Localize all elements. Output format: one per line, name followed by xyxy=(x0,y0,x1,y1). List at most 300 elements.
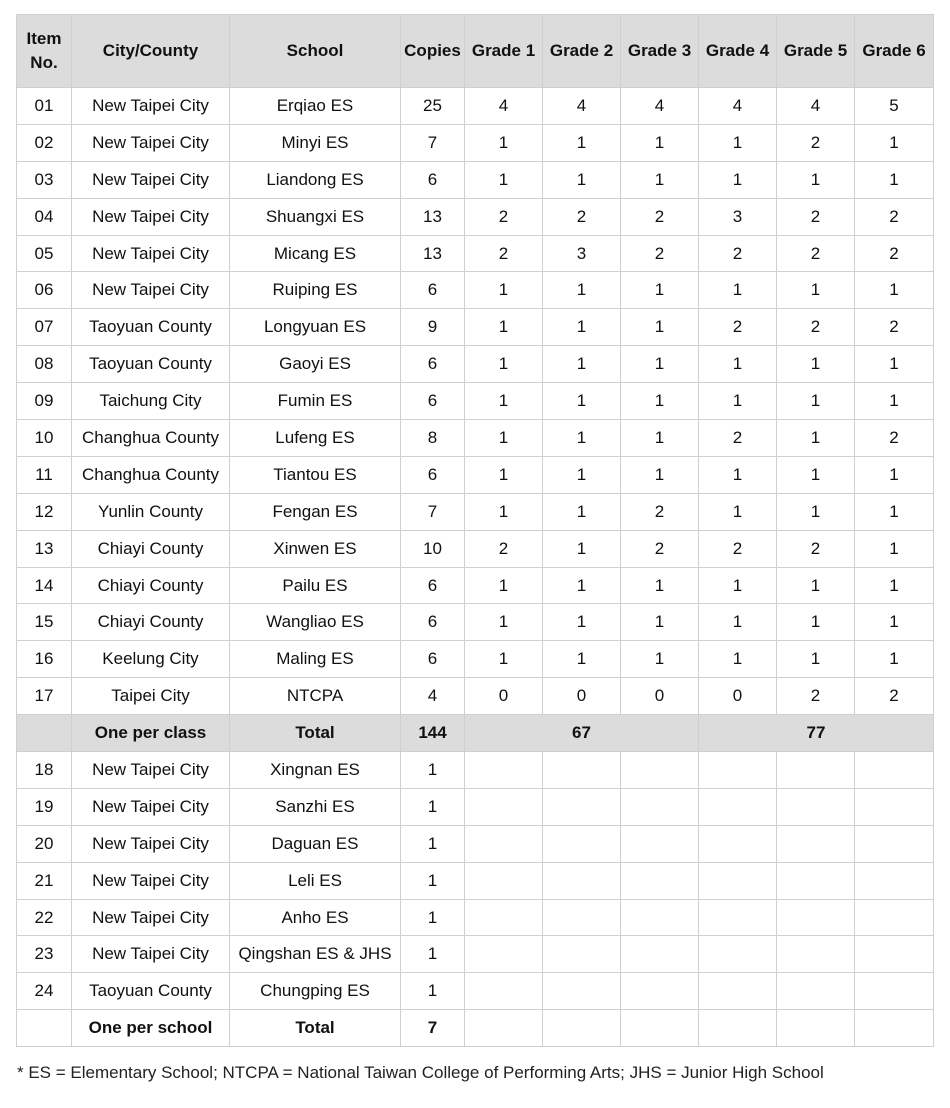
grade-3-cell: 1 xyxy=(621,383,699,420)
item-no-cell: 19 xyxy=(17,788,72,825)
grade-cell-empty xyxy=(699,862,777,899)
header-school: School xyxy=(230,15,401,88)
grade-5-cell: 1 xyxy=(777,456,855,493)
grade-1-cell: 1 xyxy=(465,420,543,457)
copies-cell: 6 xyxy=(401,641,465,678)
school-cell: Xingnan ES xyxy=(230,752,401,789)
grades-4-6-total: 77 xyxy=(699,715,934,752)
grade-cell-empty xyxy=(699,788,777,825)
grade-cell-empty xyxy=(621,862,699,899)
table-row xyxy=(17,567,934,604)
grade-cell-empty xyxy=(699,899,777,936)
school-cell: Maling ES xyxy=(230,641,401,678)
grade-5-cell: 1 xyxy=(777,493,855,530)
grade-cell-empty xyxy=(777,862,855,899)
per-class-total-copies: 144 xyxy=(401,715,465,752)
city-cell: New Taipei City xyxy=(72,88,230,125)
table-row xyxy=(17,825,934,862)
grade-cell-empty xyxy=(777,788,855,825)
grade-4-cell: 2 xyxy=(699,309,777,346)
city-cell: New Taipei City xyxy=(72,161,230,198)
grade-cell-empty xyxy=(699,973,777,1010)
table-row xyxy=(17,752,934,789)
grade-1-cell: 1 xyxy=(465,493,543,530)
table-row xyxy=(17,641,934,678)
item-no-cell: 02 xyxy=(17,124,72,161)
copies-cell: 13 xyxy=(401,235,465,272)
item-no-cell: 15 xyxy=(17,604,72,641)
grade-1-cell: 1 xyxy=(465,309,543,346)
table-row xyxy=(17,124,934,161)
item-no-cell: 03 xyxy=(17,161,72,198)
grade-cell-empty xyxy=(543,825,621,862)
grade-cell-empty xyxy=(777,899,855,936)
grade-4-cell: 1 xyxy=(699,346,777,383)
grade-6-cell: 2 xyxy=(855,420,934,457)
grade-cell-empty xyxy=(855,825,934,862)
school-cell: Micang ES xyxy=(230,235,401,272)
item-no-cell: 21 xyxy=(17,862,72,899)
grade-4-cell: 1 xyxy=(699,641,777,678)
grade-3-cell: 2 xyxy=(621,530,699,567)
city-cell: New Taipei City xyxy=(72,272,230,309)
grade-6-cell: 2 xyxy=(855,309,934,346)
item-no-cell: 24 xyxy=(17,973,72,1010)
grade-cell-empty xyxy=(621,752,699,789)
table-row xyxy=(17,309,934,346)
grade-2-cell: 4 xyxy=(543,88,621,125)
grade-cell-empty xyxy=(699,825,777,862)
copies-cell: 4 xyxy=(401,678,465,715)
grade-3-cell: 1 xyxy=(621,420,699,457)
per-school-label: One per school xyxy=(72,1010,230,1047)
grade-cell-empty xyxy=(543,862,621,899)
grade-2-cell: 1 xyxy=(543,346,621,383)
grade-cell-empty xyxy=(621,973,699,1010)
grade-3-cell: 1 xyxy=(621,567,699,604)
item-no-cell: 14 xyxy=(17,567,72,604)
grade-cell-empty xyxy=(777,752,855,789)
grade-cell-empty xyxy=(777,973,855,1010)
grade-5-cell: 2 xyxy=(777,124,855,161)
grade-cell-empty xyxy=(621,936,699,973)
city-cell: Chiayi County xyxy=(72,567,230,604)
school-cell: Fumin ES xyxy=(230,383,401,420)
grade-2-cell: 1 xyxy=(543,604,621,641)
copies-cell: 8 xyxy=(401,420,465,457)
per-class-total-row xyxy=(17,715,934,752)
item-no-cell: 10 xyxy=(17,420,72,457)
grade-cell-empty xyxy=(465,862,543,899)
grade-cell-empty xyxy=(621,825,699,862)
per-school-total-copies: 7 xyxy=(401,1010,465,1047)
grade-5-cell: 1 xyxy=(777,161,855,198)
grades-1-3-total: 67 xyxy=(465,715,699,752)
grade-6-cell: 2 xyxy=(855,198,934,235)
grade-1-cell: 1 xyxy=(465,346,543,383)
item-no-cell: 16 xyxy=(17,641,72,678)
copies-cell: 1 xyxy=(401,825,465,862)
grade-cell-empty xyxy=(855,899,934,936)
school-cell: Gaoyi ES xyxy=(230,346,401,383)
copies-cell: 1 xyxy=(401,973,465,1010)
grade-3-cell: 2 xyxy=(621,198,699,235)
grade-4-cell: 1 xyxy=(699,272,777,309)
grade-cell-empty xyxy=(699,936,777,973)
grade-1-cell: 1 xyxy=(465,124,543,161)
item-no-cell: 05 xyxy=(17,235,72,272)
copies-cell: 6 xyxy=(401,272,465,309)
school-cell: Tiantou ES xyxy=(230,456,401,493)
copies-cell: 10 xyxy=(401,530,465,567)
city-cell: Keelung City xyxy=(72,641,230,678)
city-cell: Taoyuan County xyxy=(72,346,230,383)
school-cell: Lufeng ES xyxy=(230,420,401,457)
grade-6-cell: 1 xyxy=(855,346,934,383)
grade-5-cell: 1 xyxy=(777,641,855,678)
grade-2-cell: 1 xyxy=(543,124,621,161)
grade-1-cell: 1 xyxy=(465,383,543,420)
grade-2-cell: 1 xyxy=(543,309,621,346)
copies-cell: 1 xyxy=(401,788,465,825)
grade-3-cell: 1 xyxy=(621,161,699,198)
grade-5-cell: 1 xyxy=(777,604,855,641)
item-no-cell: 23 xyxy=(17,936,72,973)
grade-6-cell: 5 xyxy=(855,88,934,125)
grade-cell-empty xyxy=(621,1010,699,1047)
city-cell: New Taipei City xyxy=(72,124,230,161)
grade-cell-empty xyxy=(543,752,621,789)
school-cell: Minyi ES xyxy=(230,124,401,161)
table-row xyxy=(17,235,934,272)
grade-2-cell: 1 xyxy=(543,383,621,420)
grade-cell-empty xyxy=(699,1010,777,1047)
grade-6-cell: 1 xyxy=(855,604,934,641)
copies-cell: 1 xyxy=(401,936,465,973)
table-row xyxy=(17,678,934,715)
header-copies: Copies xyxy=(401,15,465,88)
grade-4-cell: 2 xyxy=(699,530,777,567)
school-cell: Chungping ES xyxy=(230,973,401,1010)
grade-6-cell: 1 xyxy=(855,456,934,493)
grade-3-cell: 2 xyxy=(621,235,699,272)
grade-2-cell: 2 xyxy=(543,198,621,235)
grade-cell-empty xyxy=(777,825,855,862)
grade-1-cell: 0 xyxy=(465,678,543,715)
grade-cell-empty xyxy=(777,936,855,973)
distribution-table xyxy=(16,14,934,1047)
grade-cell-empty xyxy=(621,788,699,825)
grade-cell-empty xyxy=(855,788,934,825)
school-cell: Longyuan ES xyxy=(230,309,401,346)
city-cell: New Taipei City xyxy=(72,752,230,789)
item-no-cell: 22 xyxy=(17,899,72,936)
grade-cell-empty xyxy=(777,1010,855,1047)
item-no-cell: 06 xyxy=(17,272,72,309)
copies-cell: 6 xyxy=(401,161,465,198)
grade-5-cell: 1 xyxy=(777,567,855,604)
grade-6-cell: 1 xyxy=(855,641,934,678)
city-cell: New Taipei City xyxy=(72,936,230,973)
table-row xyxy=(17,88,934,125)
item-no-cell: 17 xyxy=(17,678,72,715)
grade-4-cell: 0 xyxy=(699,678,777,715)
header-grade-1: Grade 1 xyxy=(465,15,543,88)
grade-cell-empty xyxy=(465,973,543,1010)
city-cell: Changhua County xyxy=(72,420,230,457)
grade-cell-empty xyxy=(855,752,934,789)
header-row xyxy=(17,15,934,88)
city-cell: Taoyuan County xyxy=(72,973,230,1010)
grade-cell-empty xyxy=(855,973,934,1010)
grade-6-cell: 1 xyxy=(855,567,934,604)
grade-4-cell: 4 xyxy=(699,88,777,125)
city-cell: New Taipei City xyxy=(72,825,230,862)
school-cell: Leli ES xyxy=(230,862,401,899)
grade-5-cell: 2 xyxy=(777,235,855,272)
grade-3-cell: 1 xyxy=(621,641,699,678)
header-grade-4: Grade 4 xyxy=(699,15,777,88)
school-cell: Ruiping ES xyxy=(230,272,401,309)
grade-cell-empty xyxy=(699,752,777,789)
grade-cell-empty xyxy=(543,1010,621,1047)
city-cell: Taipei City xyxy=(72,678,230,715)
grade-5-cell: 2 xyxy=(777,198,855,235)
city-cell: New Taipei City xyxy=(72,198,230,235)
school-cell: Daguan ES xyxy=(230,825,401,862)
grade-cell-empty xyxy=(543,899,621,936)
item-no-cell: 08 xyxy=(17,346,72,383)
header-city: City/County xyxy=(72,15,230,88)
total-row-blank xyxy=(17,715,72,752)
grade-cell-empty xyxy=(465,899,543,936)
grade-5-cell: 2 xyxy=(777,678,855,715)
school-cell: Wangliao ES xyxy=(230,604,401,641)
table-row xyxy=(17,530,934,567)
city-cell: Taichung City xyxy=(72,383,230,420)
per-class-label: One per class xyxy=(72,715,230,752)
grade-2-cell: 1 xyxy=(543,161,621,198)
header-grade-3: Grade 3 xyxy=(621,15,699,88)
table-row xyxy=(17,936,934,973)
grade-4-cell: 1 xyxy=(699,493,777,530)
per-school-total-row xyxy=(17,1010,934,1047)
school-cell: Erqiao ES xyxy=(230,88,401,125)
distribution-table-container xyxy=(16,14,934,1047)
table-row xyxy=(17,346,934,383)
grade-cell-empty xyxy=(621,899,699,936)
header-grade-2: Grade 2 xyxy=(543,15,621,88)
grade-1-cell: 2 xyxy=(465,198,543,235)
grade-1-cell: 1 xyxy=(465,604,543,641)
city-cell: New Taipei City xyxy=(72,235,230,272)
per-class-total-label: Total xyxy=(230,715,401,752)
grade-1-cell: 2 xyxy=(465,235,543,272)
grade-2-cell: 1 xyxy=(543,567,621,604)
table-row xyxy=(17,604,934,641)
copies-cell: 1 xyxy=(401,862,465,899)
header-grade-6: Grade 6 xyxy=(855,15,934,88)
school-cell: Fengan ES xyxy=(230,493,401,530)
grade-cell-empty xyxy=(543,936,621,973)
total-row-blank xyxy=(17,1010,72,1047)
school-cell: Pailu ES xyxy=(230,567,401,604)
table-row xyxy=(17,420,934,457)
copies-cell: 1 xyxy=(401,899,465,936)
grade-2-cell: 1 xyxy=(543,456,621,493)
grade-cell-empty xyxy=(465,936,543,973)
copies-cell: 7 xyxy=(401,493,465,530)
grade-4-cell: 1 xyxy=(699,161,777,198)
grade-3-cell: 1 xyxy=(621,346,699,383)
city-cell: Yunlin County xyxy=(72,493,230,530)
table-header xyxy=(17,15,934,88)
table-row xyxy=(17,493,934,530)
grade-cell-empty xyxy=(855,1010,934,1047)
school-cell: NTCPA xyxy=(230,678,401,715)
grade-3-cell: 1 xyxy=(621,309,699,346)
item-no-cell: 18 xyxy=(17,752,72,789)
school-cell: Qingshan ES & JHS xyxy=(230,936,401,973)
per-school-total-section xyxy=(17,1010,934,1047)
table-row xyxy=(17,456,934,493)
grade-2-cell: 3 xyxy=(543,235,621,272)
city-cell: Changhua County xyxy=(72,456,230,493)
grade-cell-empty xyxy=(465,825,543,862)
school-cell: Xinwen ES xyxy=(230,530,401,567)
grade-cell-empty xyxy=(855,862,934,899)
header-item-line2: No. xyxy=(30,53,58,72)
header-item-line1: Item xyxy=(26,29,62,48)
item-no-cell: 20 xyxy=(17,825,72,862)
copies-cell: 1 xyxy=(401,752,465,789)
copies-cell: 6 xyxy=(401,346,465,383)
per-school-section xyxy=(17,752,934,1010)
item-no-cell: 07 xyxy=(17,309,72,346)
school-cell: Sanzhi ES xyxy=(230,788,401,825)
header-grade-5: Grade 5 xyxy=(777,15,855,88)
grade-1-cell: 1 xyxy=(465,161,543,198)
grade-4-cell: 1 xyxy=(699,567,777,604)
copies-cell: 6 xyxy=(401,567,465,604)
grade-1-cell: 1 xyxy=(465,567,543,604)
grade-6-cell: 1 xyxy=(855,530,934,567)
item-no-cell: 01 xyxy=(17,88,72,125)
grade-cell-empty xyxy=(465,752,543,789)
item-no-cell: 13 xyxy=(17,530,72,567)
copies-cell: 6 xyxy=(401,604,465,641)
item-no-cell: 11 xyxy=(17,456,72,493)
table-row xyxy=(17,899,934,936)
header-item-no xyxy=(17,15,72,88)
grade-3-cell: 1 xyxy=(621,272,699,309)
grade-5-cell: 2 xyxy=(777,530,855,567)
per-school-total-label: Total xyxy=(230,1010,401,1047)
grade-6-cell: 1 xyxy=(855,161,934,198)
grade-cell-empty xyxy=(543,788,621,825)
grade-6-cell: 1 xyxy=(855,124,934,161)
grade-6-cell: 1 xyxy=(855,383,934,420)
grade-1-cell: 1 xyxy=(465,272,543,309)
item-no-cell: 09 xyxy=(17,383,72,420)
grade-4-cell: 1 xyxy=(699,383,777,420)
copies-cell: 13 xyxy=(401,198,465,235)
grade-2-cell: 1 xyxy=(543,530,621,567)
per-class-section xyxy=(17,88,934,715)
grade-2-cell: 1 xyxy=(543,493,621,530)
grade-4-cell: 3 xyxy=(699,198,777,235)
grade-4-cell: 1 xyxy=(699,456,777,493)
copies-cell: 6 xyxy=(401,456,465,493)
copies-cell: 7 xyxy=(401,124,465,161)
grade-cell-empty xyxy=(465,788,543,825)
grade-cell-empty xyxy=(465,1010,543,1047)
grade-5-cell: 1 xyxy=(777,420,855,457)
school-cell: Shuangxi ES xyxy=(230,198,401,235)
grade-3-cell: 2 xyxy=(621,493,699,530)
grade-2-cell: 1 xyxy=(543,272,621,309)
grade-6-cell: 2 xyxy=(855,678,934,715)
grade-6-cell: 1 xyxy=(855,493,934,530)
city-cell: New Taipei City xyxy=(72,788,230,825)
copies-cell: 9 xyxy=(401,309,465,346)
school-cell: Liandong ES xyxy=(230,161,401,198)
city-cell: Chiayi County xyxy=(72,530,230,567)
table-row xyxy=(17,973,934,1010)
table-row xyxy=(17,161,934,198)
grade-cell-empty xyxy=(855,936,934,973)
city-cell: New Taipei City xyxy=(72,862,230,899)
grade-6-cell: 1 xyxy=(855,272,934,309)
grade-5-cell: 1 xyxy=(777,383,855,420)
copies-cell: 25 xyxy=(401,88,465,125)
grade-5-cell: 2 xyxy=(777,309,855,346)
city-cell: Taoyuan County xyxy=(72,309,230,346)
grade-4-cell: 1 xyxy=(699,124,777,161)
grade-6-cell: 2 xyxy=(855,235,934,272)
grade-5-cell: 1 xyxy=(777,346,855,383)
school-cell: Anho ES xyxy=(230,899,401,936)
copies-cell: 6 xyxy=(401,383,465,420)
city-cell: Chiayi County xyxy=(72,604,230,641)
grade-1-cell: 2 xyxy=(465,530,543,567)
table-row xyxy=(17,198,934,235)
grade-1-cell: 4 xyxy=(465,88,543,125)
grade-3-cell: 1 xyxy=(621,604,699,641)
grade-3-cell: 0 xyxy=(621,678,699,715)
grade-3-cell: 1 xyxy=(621,124,699,161)
footnote: * ES = Elementary School; NTCPA = National Taiwan College of Performing Arts; JHS = Junior High School xyxy=(17,1063,824,1082)
grade-3-cell: 4 xyxy=(621,88,699,125)
grade-2-cell: 0 xyxy=(543,678,621,715)
grade-5-cell: 4 xyxy=(777,88,855,125)
table-row xyxy=(17,862,934,899)
grade-5-cell: 1 xyxy=(777,272,855,309)
table-row xyxy=(17,788,934,825)
grade-4-cell: 2 xyxy=(699,235,777,272)
grade-4-cell: 2 xyxy=(699,420,777,457)
item-no-cell: 04 xyxy=(17,198,72,235)
grade-2-cell: 1 xyxy=(543,641,621,678)
grade-4-cell: 1 xyxy=(699,604,777,641)
grade-cell-empty xyxy=(543,973,621,1010)
grade-3-cell: 1 xyxy=(621,456,699,493)
per-class-total-section xyxy=(17,715,934,752)
grade-1-cell: 1 xyxy=(465,641,543,678)
table-row xyxy=(17,272,934,309)
item-no-cell: 12 xyxy=(17,493,72,530)
grade-1-cell: 1 xyxy=(465,456,543,493)
